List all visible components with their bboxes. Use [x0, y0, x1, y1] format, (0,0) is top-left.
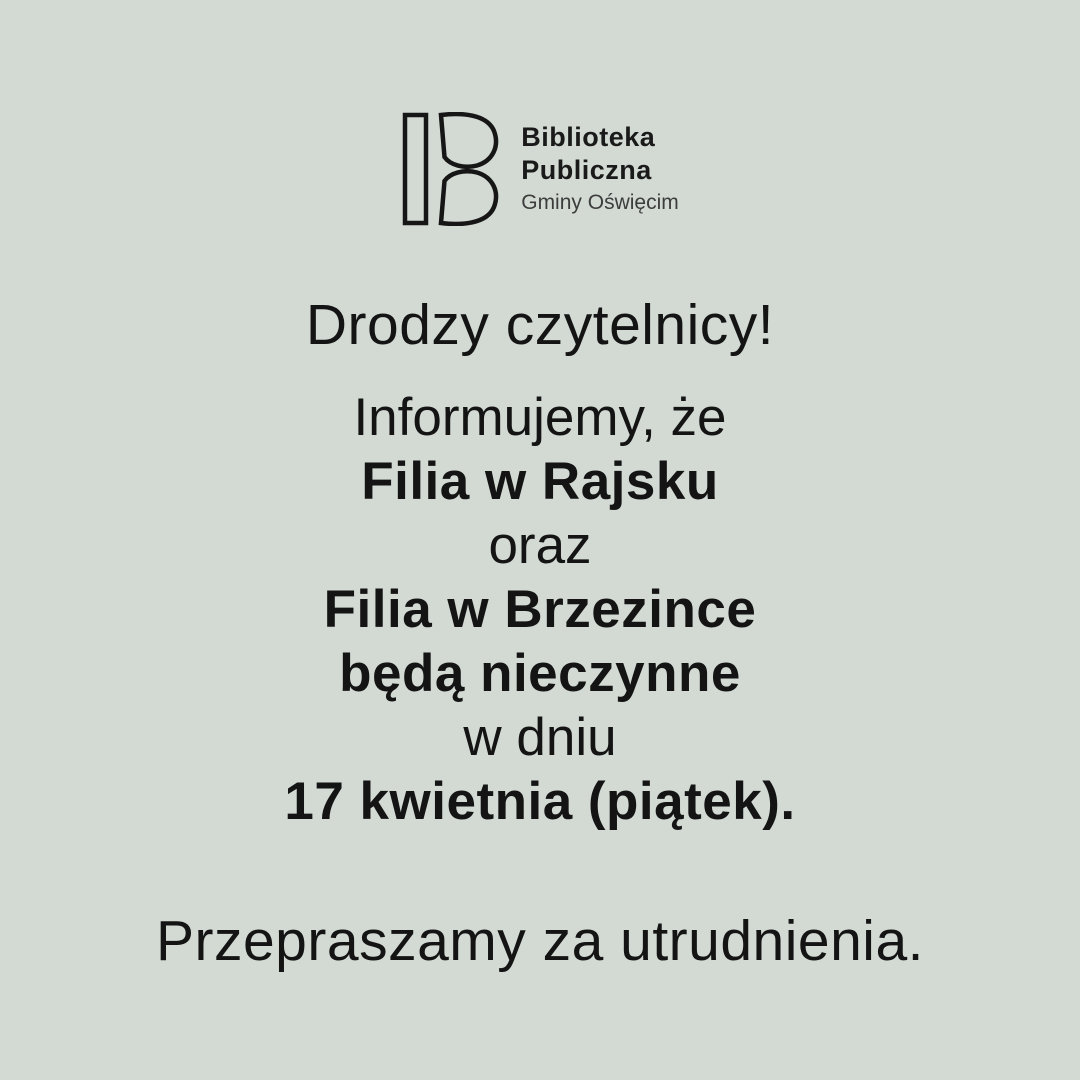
- body-line-beda-nieczynne: będą nieczynne: [339, 644, 741, 703]
- logo-name-line1: Biblioteka: [521, 122, 656, 152]
- logo-top-leaf-shape: [441, 114, 496, 167]
- body-line-date: 17 kwietnia (piątek).: [284, 772, 796, 831]
- logo-bar-shape: [405, 115, 426, 223]
- library-logo: [401, 112, 679, 226]
- body-line-filia-brzezinka: Filia w Brzezince: [323, 580, 757, 639]
- body-line-filia-rajsko: Filia w Rajsku: [361, 452, 719, 511]
- announcement-body: [284, 386, 795, 834]
- greeting-text: Drodzy czytelnicy!: [305, 293, 775, 357]
- body-line-w-dniu: w dniu: [463, 708, 617, 767]
- closing-text: Przepraszamy za utrudnienia.: [155, 909, 925, 973]
- logo-subtitle: Gminy Oświęcim: [521, 191, 679, 214]
- library-logo-icon: [401, 112, 501, 226]
- logo-bottom-leaf-shape: [441, 171, 496, 224]
- library-logo-text: [521, 121, 679, 217]
- body-line-informujemy: Informujemy, że: [353, 388, 727, 447]
- logo-name-line2: Publiczna: [521, 155, 652, 185]
- body-line-oraz: oraz: [488, 516, 592, 575]
